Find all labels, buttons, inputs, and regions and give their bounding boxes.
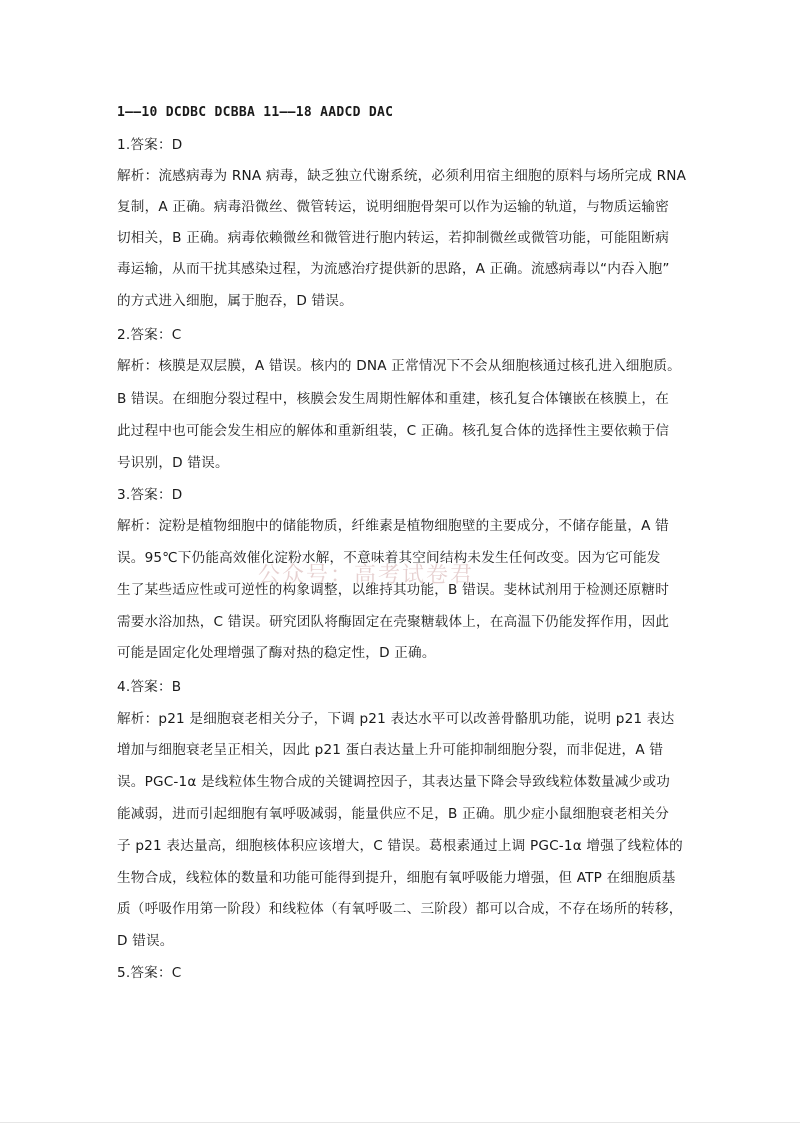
question-4-answer: 4.答案：B xyxy=(117,679,182,695)
question-1-explanation-line: 切相关，B 正确。病毒依赖微丝和微管进行胞内转运，若抑制微丝或微管功能，可能阻断病 xyxy=(117,230,669,246)
question-2-answer: 2.答案：C xyxy=(117,327,182,343)
question-4-explanation-line: 子 p21 表达量高，细胞核体积应该增大，C 错误。葛根素通过上调 PGC-1α 增强了线粒体的 xyxy=(117,838,683,854)
question-3-explanation-line: 误。95℃下仍能高效催化淀粉水解，不意味着其空间结构未发生任何改变。因为它可能发 xyxy=(117,550,661,566)
question-1-explanation-line: 的方式进入细胞，属于胞吞，D 错误。 xyxy=(117,293,353,309)
question-2-explanation-line: 解析：核膜是双层膜，A 错误。核内的 DNA 正常情况下不会从细胞核通过核孔进入细胞质。 xyxy=(117,358,681,374)
question-4-explanation-line: 能减弱，进而引起细胞有氧呼吸减弱，能量供应不足，B 正确。肌少症小鼠细胞衰老相关分 xyxy=(117,806,669,822)
question-4-explanation-line: D 错误。 xyxy=(117,933,174,949)
question-2-explanation-line: 此过程中也可能会发生相应的解体和重新组装，C 正确。核孔复合体的选择性主要依赖于信 xyxy=(117,423,670,439)
question-4-explanation-line: 生物合成，线粒体的数量和功能可能得到提升，细胞有氧呼吸能力增强，但 ATP 在细胞质基 xyxy=(117,870,676,886)
question-4-explanation-line: 增加与细胞衰老呈正相关，因此 p21 蛋白表达量上升可能抑制细胞分裂，而非促进，A 错 xyxy=(117,742,664,758)
question-1-explanation-line: 复制，A 正确。病毒沿微丝、微管转运，说明细胞骨架可以作为运输的轨道，与物质运输密 xyxy=(117,199,669,215)
question-4-explanation-line: 质（呼吸作用第一阶段）和线粒体（有氧呼吸二、三阶段）都可以合成，不存在场所的转移， xyxy=(117,901,683,917)
watermark-text: 公众号：高考试卷君 xyxy=(258,563,475,588)
answer-key-header: 1——10 DCDBC DCBBA 11——18 AADCD DAC xyxy=(117,105,394,120)
question-2-explanation-line: 号识别，D 错误。 xyxy=(117,455,229,471)
question-2-explanation-line: B 错误。在细胞分裂过程中，核膜会发生周期性解体和重建，核孔复合体镶嵌在核膜上，在 xyxy=(117,391,669,407)
question-4-explanation-line: 解析：p21 是细胞衰老相关分子，下调 p21 表达水平可以改善骨骼肌功能，说明 p21 表达 xyxy=(117,711,675,727)
question-1-answer: 1.答案：D xyxy=(117,137,183,153)
question-3-explanation-line: 可能是固定化处理增强了酶对热的稳定性，D 正确。 xyxy=(117,645,436,661)
page-bottom-divider xyxy=(0,1122,800,1123)
question-3-explanation-line: 解析：淀粉是植物细胞中的储能物质，纤维素是植物细胞壁的主要成分，不储存能量，A 错 xyxy=(117,518,669,534)
question-5-answer: 5.答案：C xyxy=(117,965,182,981)
question-1-explanation-line: 解析：流感病毒为 RNA 病毒，缺乏独立代谢系统，必须利用宿主细胞的原料与场所完成 RNA xyxy=(117,168,687,184)
question-3-explanation-line: 生了某些适应性或可逆性的构象调整，以维持其功能，B 错误。斐林试剂用于检测还原糖时 xyxy=(117,582,669,598)
question-3-answer: 3.答案：D xyxy=(117,487,183,503)
question-4-explanation-line: 误。PGC-1α 是线粒体生物合成的关键调控因子，其表达量下降会导致线粒体数量减少或功 xyxy=(117,774,671,790)
question-1-explanation-line: 毒运输，从而干扰其感染过程，为流感治疗提供新的思路，A 正确。流感病毒以“内吞入胞” xyxy=(117,261,670,277)
question-3-explanation-line: 需要水浴加热，C 错误。研究团队将酶固定在壳聚糖载体上，在高温下仍能发挥作用，因此 xyxy=(117,614,670,630)
